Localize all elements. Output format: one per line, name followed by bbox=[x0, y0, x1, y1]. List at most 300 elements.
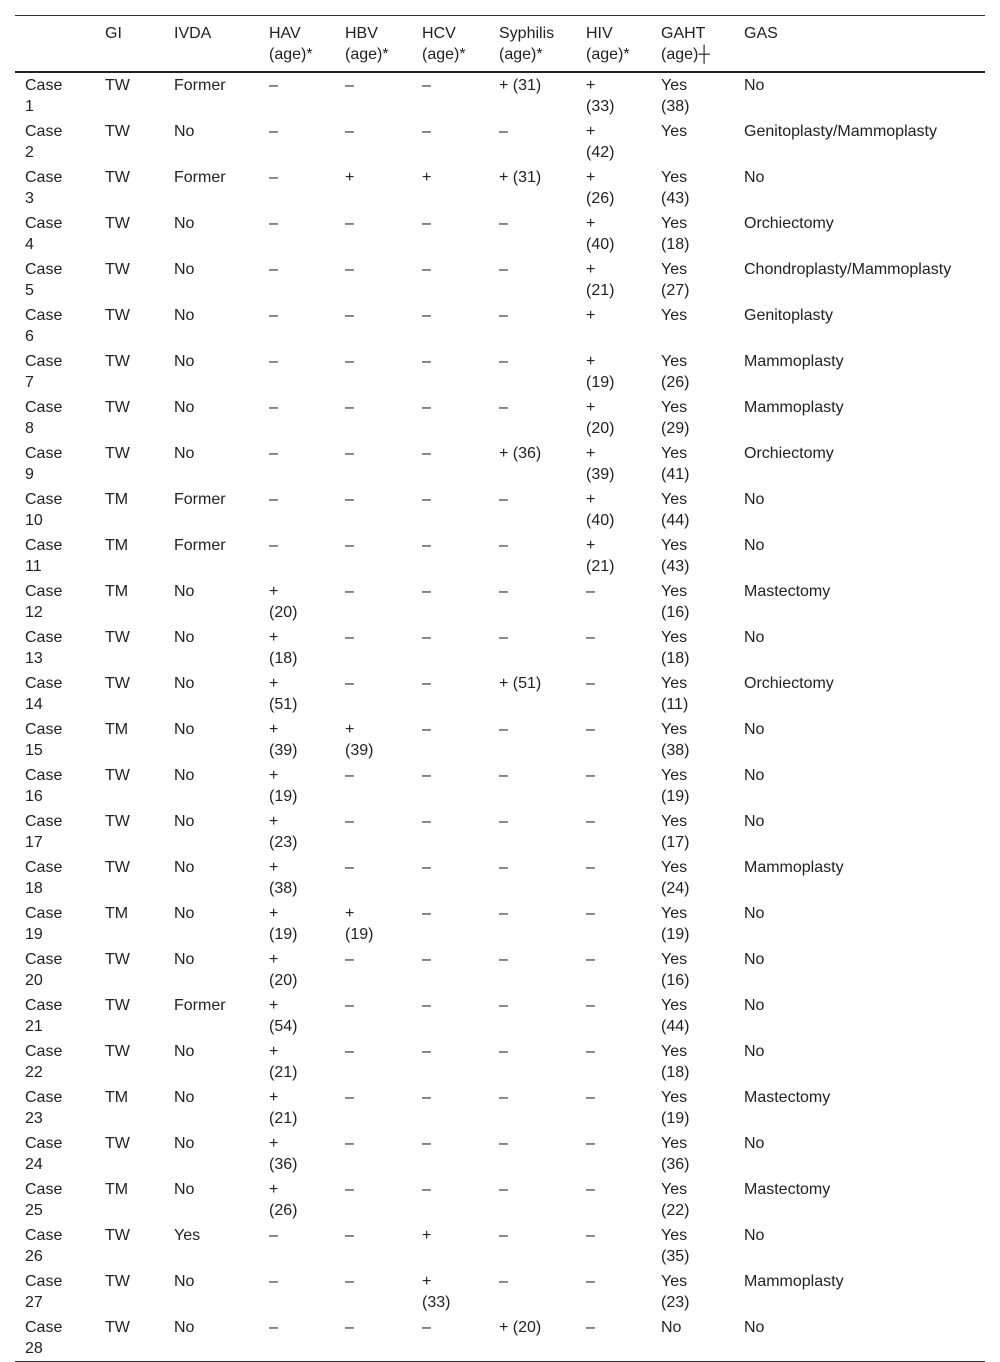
cell-gi bbox=[95, 1269, 164, 1315]
cell-gi bbox=[95, 395, 164, 441]
cell-syphilis bbox=[489, 533, 576, 579]
cell-gi bbox=[95, 671, 164, 717]
cell-case bbox=[15, 487, 95, 533]
cell-text: No bbox=[744, 77, 765, 94]
header-text: HBV bbox=[345, 25, 378, 42]
cell-gas bbox=[734, 119, 985, 165]
cell-gas bbox=[734, 993, 985, 1039]
cell-text: (33) bbox=[586, 98, 615, 115]
cell-hav bbox=[259, 809, 335, 855]
cell-ivda bbox=[164, 763, 259, 809]
header-text: (age)* bbox=[345, 46, 389, 63]
cell-hiv bbox=[576, 257, 651, 303]
cell-text: Yes bbox=[661, 169, 688, 186]
header-text: (age)* bbox=[422, 46, 466, 63]
cell-hbv bbox=[335, 533, 412, 579]
cell-case bbox=[15, 1269, 95, 1315]
cell-hcv bbox=[412, 1177, 489, 1223]
cell-hiv bbox=[576, 947, 651, 993]
cell-text: – bbox=[345, 859, 354, 876]
header-hbv bbox=[335, 16, 412, 73]
cell-text: – bbox=[422, 77, 431, 94]
cell-hav bbox=[259, 1131, 335, 1177]
cell-text: Yes bbox=[661, 399, 688, 416]
cell-text: – bbox=[345, 261, 354, 278]
cell-hiv bbox=[576, 1039, 651, 1085]
cell-text: – bbox=[269, 169, 278, 186]
cell-hav bbox=[259, 1269, 335, 1315]
cell-text: Yes bbox=[661, 123, 688, 140]
cell-text: (23) bbox=[661, 1294, 690, 1311]
table-row bbox=[15, 533, 985, 579]
cell-text: – bbox=[499, 215, 508, 232]
cell-hiv bbox=[576, 119, 651, 165]
cell-text: (18) bbox=[661, 650, 690, 667]
cell-text: + bbox=[269, 1181, 279, 1198]
cell-text: 28 bbox=[25, 1340, 43, 1357]
cell-text: – bbox=[345, 951, 354, 968]
cell-hbv bbox=[335, 1039, 412, 1085]
cell-text: – bbox=[345, 445, 354, 462]
table-row bbox=[15, 763, 985, 809]
cell-hav bbox=[259, 671, 335, 717]
cell-text: Mastectomy bbox=[744, 583, 831, 600]
cell-text: No bbox=[174, 675, 195, 692]
cell-text: Mammoplasty bbox=[744, 859, 844, 876]
cell-text: 24 bbox=[25, 1156, 43, 1173]
cell-text: Case bbox=[25, 537, 63, 554]
cell-hav bbox=[259, 257, 335, 303]
table-row bbox=[15, 211, 985, 257]
cell-hbv bbox=[335, 1085, 412, 1131]
cell-hcv bbox=[412, 211, 489, 257]
cell-text: – bbox=[586, 951, 595, 968]
cell-text: + (31) bbox=[499, 169, 542, 186]
cell-text: – bbox=[499, 537, 508, 554]
cell-text: TW bbox=[105, 445, 130, 462]
cell-syphilis bbox=[489, 671, 576, 717]
cell-text: – bbox=[422, 859, 431, 876]
cell-ivda bbox=[164, 1269, 259, 1315]
cell-syphilis bbox=[489, 1131, 576, 1177]
table-row bbox=[15, 72, 985, 119]
cell-text: 6 bbox=[25, 328, 34, 345]
cell-gi bbox=[95, 349, 164, 395]
header-row bbox=[15, 16, 985, 73]
cell-text: No bbox=[744, 491, 765, 508]
cell-gaht bbox=[651, 165, 734, 211]
cell-text: – bbox=[345, 1135, 354, 1152]
header-text: GAS bbox=[744, 25, 778, 42]
cell-text: – bbox=[586, 629, 595, 646]
cell-text: – bbox=[422, 583, 431, 600]
cell-hcv bbox=[412, 119, 489, 165]
cell-gaht bbox=[651, 809, 734, 855]
cell-gas bbox=[734, 1315, 985, 1362]
cell-text: 25 bbox=[25, 1202, 43, 1219]
cell-text: Yes bbox=[661, 353, 688, 370]
cell-text: 11 bbox=[25, 558, 42, 575]
cell-hiv bbox=[576, 809, 651, 855]
table-row bbox=[15, 441, 985, 487]
cell-gi bbox=[95, 303, 164, 349]
cell-gaht bbox=[651, 947, 734, 993]
table-row bbox=[15, 1269, 985, 1315]
cell-syphilis bbox=[489, 579, 576, 625]
cell-case bbox=[15, 303, 95, 349]
cell-text: + bbox=[269, 859, 279, 876]
cell-text: (19) bbox=[269, 926, 298, 943]
cell-hcv bbox=[412, 1039, 489, 1085]
cell-case bbox=[15, 72, 95, 119]
cell-text: – bbox=[269, 261, 278, 278]
header-gi bbox=[95, 16, 164, 73]
cell-text: Case bbox=[25, 951, 63, 968]
cell-hav bbox=[259, 1085, 335, 1131]
cell-gaht bbox=[651, 763, 734, 809]
cell-text: Yes bbox=[661, 537, 688, 554]
cell-syphilis bbox=[489, 1315, 576, 1362]
cell-gas bbox=[734, 809, 985, 855]
table-row bbox=[15, 993, 985, 1039]
cell-hcv bbox=[412, 72, 489, 119]
cell-case bbox=[15, 1039, 95, 1085]
cell-text: – bbox=[269, 215, 278, 232]
cell-case bbox=[15, 993, 95, 1039]
cell-hbv bbox=[335, 993, 412, 1039]
cell-hiv bbox=[576, 625, 651, 671]
cell-text: (20) bbox=[269, 604, 298, 621]
cell-text: (42) bbox=[586, 144, 615, 161]
cell-text: Yes bbox=[661, 997, 688, 1014]
cell-text: (20) bbox=[269, 972, 298, 989]
cell-text: Yes bbox=[661, 813, 688, 830]
cell-text: + (51) bbox=[499, 675, 542, 692]
cell-gi bbox=[95, 211, 164, 257]
cell-text: Case bbox=[25, 215, 63, 232]
cell-gas bbox=[734, 1131, 985, 1177]
cell-syphilis bbox=[489, 763, 576, 809]
cell-gas bbox=[734, 1177, 985, 1223]
cell-hbv bbox=[335, 441, 412, 487]
cell-text: – bbox=[499, 629, 508, 646]
cell-hbv bbox=[335, 1177, 412, 1223]
cell-text: – bbox=[345, 997, 354, 1014]
cell-gi bbox=[95, 1223, 164, 1269]
cell-case bbox=[15, 763, 95, 809]
cell-text: – bbox=[422, 997, 431, 1014]
header-syphilis bbox=[489, 16, 576, 73]
cell-text: 15 bbox=[25, 742, 43, 759]
cell-text: – bbox=[422, 1043, 431, 1060]
cell-syphilis bbox=[489, 1223, 576, 1269]
cell-case bbox=[15, 441, 95, 487]
cell-case bbox=[15, 211, 95, 257]
cell-text: – bbox=[499, 813, 508, 830]
cell-text: TW bbox=[105, 629, 130, 646]
cell-text: (44) bbox=[661, 512, 690, 529]
cell-text: No bbox=[174, 583, 195, 600]
cell-text: – bbox=[345, 767, 354, 784]
cell-text: 2 bbox=[25, 144, 34, 161]
cell-text: (26) bbox=[661, 374, 690, 391]
cell-text: Former bbox=[174, 997, 226, 1014]
cell-text: (39) bbox=[345, 742, 374, 759]
table-row bbox=[15, 487, 985, 533]
cell-text: No bbox=[174, 1273, 195, 1290]
cell-text: 27 bbox=[25, 1294, 43, 1311]
cell-text: + bbox=[586, 123, 596, 140]
cell-gaht bbox=[651, 441, 734, 487]
cell-text: – bbox=[345, 307, 354, 324]
cell-syphilis bbox=[489, 901, 576, 947]
cell-text: Case bbox=[25, 261, 63, 278]
cell-case bbox=[15, 349, 95, 395]
cell-text: Case bbox=[25, 353, 63, 370]
cell-text: + bbox=[586, 353, 596, 370]
cell-text: + (31) bbox=[499, 77, 542, 94]
cell-case bbox=[15, 1131, 95, 1177]
cell-text: – bbox=[422, 307, 431, 324]
cell-text: Orchiectomy bbox=[744, 215, 834, 232]
cell-text: Yes bbox=[661, 1043, 688, 1060]
cell-text: 26 bbox=[25, 1248, 43, 1265]
cell-hiv bbox=[576, 717, 651, 763]
cell-text: – bbox=[269, 353, 278, 370]
cell-text: Yes bbox=[661, 261, 688, 278]
cell-text: No bbox=[744, 905, 765, 922]
cell-text: 13 bbox=[25, 650, 43, 667]
table-row bbox=[15, 1039, 985, 1085]
cell-text: (21) bbox=[586, 558, 615, 575]
cell-syphilis bbox=[489, 1269, 576, 1315]
cell-gaht bbox=[651, 1085, 734, 1131]
cell-gi bbox=[95, 533, 164, 579]
cell-text: – bbox=[269, 445, 278, 462]
cell-text: TW bbox=[105, 123, 130, 140]
cell-text: – bbox=[586, 767, 595, 784]
cell-text: – bbox=[345, 1089, 354, 1106]
cell-hbv bbox=[335, 487, 412, 533]
cell-text: Yes bbox=[661, 77, 688, 94]
cell-hiv bbox=[576, 901, 651, 947]
cell-text: (51) bbox=[269, 696, 298, 713]
cell-syphilis bbox=[489, 441, 576, 487]
cell-case bbox=[15, 1315, 95, 1362]
cell-text: 21 bbox=[25, 1018, 43, 1035]
cell-hcv bbox=[412, 855, 489, 901]
cell-hav bbox=[259, 947, 335, 993]
cell-text: Genitoplasty bbox=[744, 307, 833, 324]
cell-hav bbox=[259, 395, 335, 441]
cell-hiv bbox=[576, 1223, 651, 1269]
cell-text: TM bbox=[105, 537, 129, 554]
table-row bbox=[15, 901, 985, 947]
header-gas bbox=[734, 16, 985, 73]
cell-text: – bbox=[422, 353, 431, 370]
cell-text: Case bbox=[25, 307, 63, 324]
cell-text: Yes bbox=[661, 307, 688, 324]
cell-text: – bbox=[499, 951, 508, 968]
cell-text: TW bbox=[105, 997, 130, 1014]
cell-text: – bbox=[499, 307, 508, 324]
cell-text: 3 bbox=[25, 190, 34, 207]
cell-text: + bbox=[345, 169, 355, 186]
cell-gas bbox=[734, 533, 985, 579]
cell-text: – bbox=[345, 813, 354, 830]
cell-text: – bbox=[586, 1227, 595, 1244]
cell-text: – bbox=[586, 1089, 595, 1106]
cell-text: No bbox=[744, 1135, 765, 1152]
cell-text: – bbox=[269, 399, 278, 416]
cell-text: – bbox=[499, 1089, 508, 1106]
table-row bbox=[15, 809, 985, 855]
cell-hbv bbox=[335, 303, 412, 349]
cell-text: – bbox=[422, 1319, 431, 1336]
cell-hiv bbox=[576, 763, 651, 809]
cell-gi bbox=[95, 72, 164, 119]
cell-case bbox=[15, 1223, 95, 1269]
cell-gaht bbox=[651, 303, 734, 349]
cell-syphilis bbox=[489, 165, 576, 211]
cell-text: No bbox=[744, 997, 765, 1014]
cell-hav bbox=[259, 72, 335, 119]
cell-text: 1 bbox=[25, 98, 34, 115]
cell-hcv bbox=[412, 947, 489, 993]
cell-syphilis bbox=[489, 993, 576, 1039]
table-body bbox=[15, 72, 985, 1362]
cell-gas bbox=[734, 625, 985, 671]
cell-gaht bbox=[651, 1315, 734, 1362]
cell-text: 12 bbox=[25, 604, 43, 621]
cell-hiv bbox=[576, 533, 651, 579]
cell-text: TM bbox=[105, 583, 129, 600]
cell-case bbox=[15, 947, 95, 993]
cell-text: TW bbox=[105, 1043, 130, 1060]
cell-ivda bbox=[164, 947, 259, 993]
cell-text: + bbox=[269, 1135, 279, 1152]
cell-hav bbox=[259, 441, 335, 487]
header-hiv bbox=[576, 16, 651, 73]
cell-text: – bbox=[269, 537, 278, 554]
cell-text: 10 bbox=[25, 512, 43, 529]
cell-gaht bbox=[651, 855, 734, 901]
cell-hcv bbox=[412, 165, 489, 211]
cell-text: (40) bbox=[586, 512, 615, 529]
cell-text: – bbox=[499, 1227, 508, 1244]
cell-text: – bbox=[345, 1227, 354, 1244]
cell-text: 16 bbox=[25, 788, 43, 805]
cell-text: (38) bbox=[661, 742, 690, 759]
cell-text: Case bbox=[25, 1319, 63, 1336]
cell-text: – bbox=[422, 1089, 431, 1106]
cell-gaht bbox=[651, 993, 734, 1039]
cell-text: Case bbox=[25, 583, 63, 600]
cell-text: 17 bbox=[25, 834, 43, 851]
cell-text: No bbox=[174, 261, 195, 278]
cell-ivda bbox=[164, 1039, 259, 1085]
cell-hiv bbox=[576, 579, 651, 625]
cell-text: – bbox=[345, 1319, 354, 1336]
cell-hcv bbox=[412, 441, 489, 487]
cell-text: Case bbox=[25, 767, 63, 784]
header-text: HIV bbox=[586, 25, 613, 42]
table-row bbox=[15, 303, 985, 349]
table-row bbox=[15, 1315, 985, 1362]
cell-hbv bbox=[335, 211, 412, 257]
cell-text: (43) bbox=[661, 558, 690, 575]
table-row bbox=[15, 119, 985, 165]
cell-ivda bbox=[164, 303, 259, 349]
cell-text: – bbox=[499, 1181, 508, 1198]
cell-text: Case bbox=[25, 997, 63, 1014]
cell-text: Yes bbox=[661, 491, 688, 508]
cell-gas bbox=[734, 1269, 985, 1315]
cell-text: Case bbox=[25, 123, 63, 140]
cell-hcv bbox=[412, 809, 489, 855]
cell-hav bbox=[259, 993, 335, 1039]
cell-text: – bbox=[345, 537, 354, 554]
cell-text: TM bbox=[105, 1181, 129, 1198]
cell-text: (27) bbox=[661, 282, 690, 299]
cell-hcv bbox=[412, 349, 489, 395]
cell-text: No bbox=[744, 1319, 765, 1336]
header-gaht bbox=[651, 16, 734, 73]
cell-text: (39) bbox=[269, 742, 298, 759]
cell-text: – bbox=[586, 583, 595, 600]
cell-text: (19) bbox=[661, 788, 690, 805]
cell-text: + bbox=[586, 445, 596, 462]
cell-text: 23 bbox=[25, 1110, 43, 1127]
cell-text: Yes bbox=[661, 951, 688, 968]
cell-gaht bbox=[651, 625, 734, 671]
cell-gaht bbox=[651, 1269, 734, 1315]
cell-text: Yes bbox=[661, 1273, 688, 1290]
cell-syphilis bbox=[489, 947, 576, 993]
cell-text: No bbox=[744, 169, 765, 186]
cell-text: – bbox=[499, 583, 508, 600]
cell-gas bbox=[734, 579, 985, 625]
cell-case bbox=[15, 717, 95, 763]
cell-text: + bbox=[269, 721, 279, 738]
cell-text: + bbox=[586, 537, 596, 554]
cell-ivda bbox=[164, 1177, 259, 1223]
header-hcv bbox=[412, 16, 489, 73]
cell-text: + bbox=[269, 1043, 279, 1060]
cell-hav bbox=[259, 763, 335, 809]
cell-gas bbox=[734, 901, 985, 947]
cell-gas bbox=[734, 1223, 985, 1269]
cell-text: – bbox=[586, 813, 595, 830]
cell-gi bbox=[95, 901, 164, 947]
cell-case bbox=[15, 165, 95, 211]
cell-text: – bbox=[586, 1181, 595, 1198]
cell-text: – bbox=[422, 445, 431, 462]
cell-text: (40) bbox=[586, 236, 615, 253]
cell-gi bbox=[95, 257, 164, 303]
cell-hiv bbox=[576, 1177, 651, 1223]
cell-text: No bbox=[744, 951, 765, 968]
cell-gaht bbox=[651, 579, 734, 625]
cell-text: No bbox=[174, 445, 195, 462]
cell-text: No bbox=[174, 1319, 195, 1336]
cell-text: + bbox=[269, 951, 279, 968]
cell-text: 18 bbox=[25, 880, 43, 897]
cell-text: – bbox=[345, 215, 354, 232]
table-row bbox=[15, 1223, 985, 1269]
cell-ivda bbox=[164, 625, 259, 671]
cell-gas bbox=[734, 441, 985, 487]
